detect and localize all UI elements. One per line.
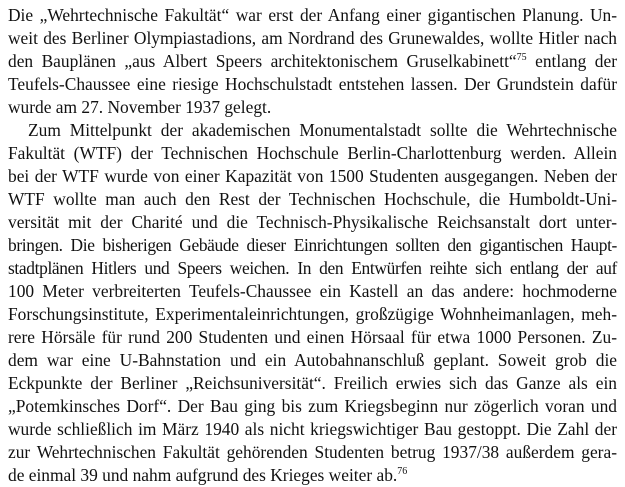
text-line xyxy=(8,464,617,487)
text-line: Forschungsinstitute, Experimentaleinrichtungen, großzügige Wohnheimanlagen, meh- xyxy=(8,304,617,324)
text-line: Teufels-Chaussee eine riesige Hochschulstadt entstehen lassen. Der Grundstein dafür xyxy=(8,74,617,94)
text-line: „Potemkinsches Dorf“. Der Bau ging bis zum Kriegsbeginn nur zögerlich voran und xyxy=(8,396,617,416)
text-line-main: de einmal 39 und nahm aufgrund des Krieges weiter ab. xyxy=(8,465,398,485)
paragraph-2 xyxy=(8,119,617,487)
text-line: rere Hörsäle für rund 200 Studenten und einen Hörsaal für etwa 1000 Personen. Zu- xyxy=(8,327,617,347)
footnote-mark-75: 75 xyxy=(516,52,527,63)
text-line: bringen. Die bisherigen Gebäude dieser Einrichtungen sollten den gigantischen Haupt- xyxy=(8,235,617,255)
footnote-mark-76: 76 xyxy=(397,466,408,477)
text-line: Eckpunkte der Berliner „Reichsuniversität“. Freilich erwies sich das Ganze als ein xyxy=(8,373,617,393)
paragraph-1 xyxy=(8,4,617,119)
text-line: zur Wehrtechnischen Fakultät gehörenden Studenten betrug 1937/38 außerdem gera- xyxy=(8,442,617,462)
text-line: weit des Berliner Olympiastadions, am Nordrand des Grunewaldes, wollte Hitler nach xyxy=(8,28,617,48)
text-line: bei der WTF wurde von einer Kapazität von 1500 Studenten ausgegangen. Neben der xyxy=(8,166,617,186)
text-line: WTF wollte man auch den Rest der Technischen Hochschule, die Humboldt-Uni- xyxy=(8,189,617,209)
text-line: dem war eine U-Bahnstation und ein Autobahnanschluß geplant. Soweit grob die xyxy=(8,350,617,370)
text-line: wurde schließlich im März 1940 als nicht kriegswichtiger Bau gestoppt. Die Zahl der xyxy=(8,419,617,439)
text-line: Fakultät (WTF) der Technischen Hochschule Berlin-Charlottenburg werden. Allein xyxy=(8,143,617,163)
text-line-tail: entlang der xyxy=(526,51,617,71)
text-line xyxy=(8,50,617,73)
text-line: versität mit der Charité und die Technisch-Physikalische Reichsanstalt dort unter- xyxy=(8,212,617,232)
text-line-main: den Bauplänen „aus Albert Speers architektonischem Gruselkabinett“ xyxy=(8,51,517,71)
text-line: stadtplänen Hitlers und Speers weichen. In den Entwürfen reihte sich entlang der auf xyxy=(8,258,617,278)
text-line: 100 Meter verbreiterten Teufels-Chaussee ein Kastell an das andere: hochmoderne xyxy=(8,281,617,301)
text-line: Zum Mittelpunkt der akademischen Monumentalstadt sollte die Wehrtechnische xyxy=(28,120,617,140)
text-line: Die „Wehrtechnische Fakultät“ war erst der Anfang einer gigantischen Planung. Un- xyxy=(8,5,617,25)
text-line: wurde am 27. November 1937 gelegt. xyxy=(8,97,272,117)
